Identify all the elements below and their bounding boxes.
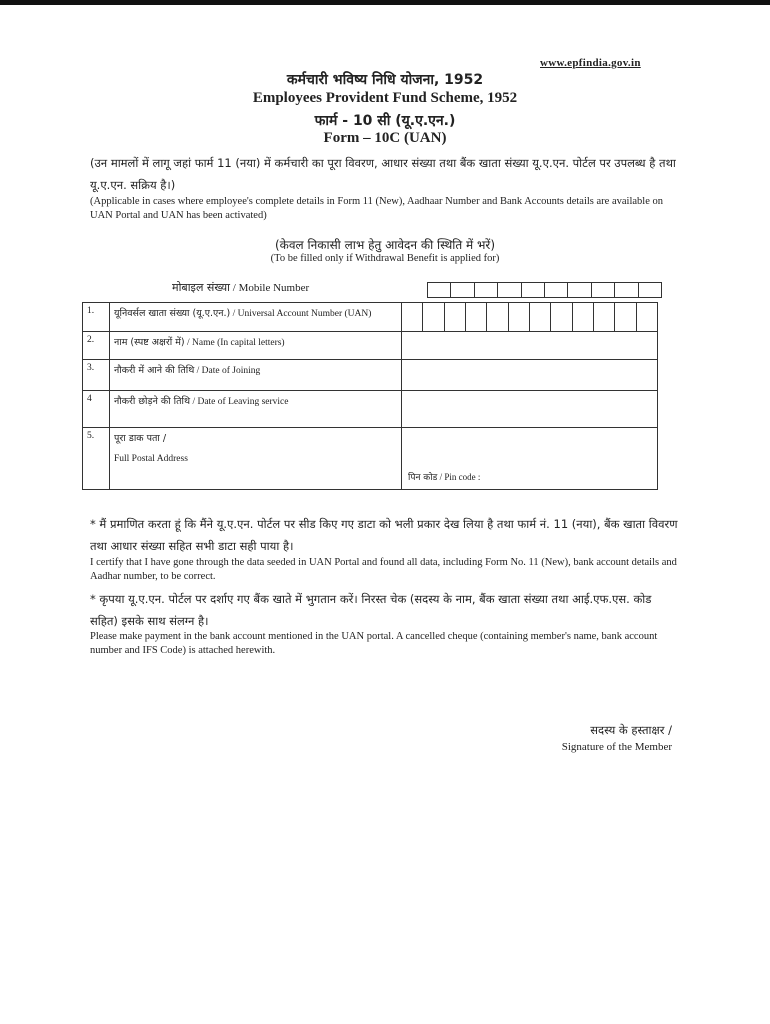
row-number: 2.: [83, 332, 110, 360]
table-row: [83, 391, 658, 428]
row-number: 5.: [83, 428, 110, 490]
table-row: [83, 360, 658, 391]
mobile-label-english: / Mobile Number: [232, 282, 310, 294]
mobile-label-hindi: मोबाइल संख्या: [172, 281, 231, 294]
label-hindi: पूरा डाक पता /: [114, 433, 167, 444]
signature-block: [560, 722, 672, 756]
table-row: [83, 332, 658, 360]
condition-hindi: (केवल निकासी लाभ हेतु आवेदन की स्थिति में भरें): [274, 238, 496, 252]
uan-input[interactable]: [402, 303, 658, 332]
row-label: [110, 303, 402, 332]
top-border: [0, 0, 770, 5]
signature-hindi: सदस्य के हस्ताक्षर /: [590, 723, 672, 737]
condition-english: (To be filled only if Withdrawal Benefit is applied for): [270, 253, 500, 264]
form-title-english: Form – 10C (UAN): [323, 130, 447, 146]
website-link[interactable]: www.epfindia.gov.in: [540, 57, 641, 69]
applicability-hindi: (उन मामलों में लागू जहां फार्म 11 (नया) में कर्मचारी का पूरा विवरण, आधार संख्या तथा बैंक खाता संख्या यू.ए.एन. पोर्टल पर उपलब्ध है तथा यू.ए.एन. सक्रिय है।): [90, 156, 676, 192]
label-english: / Universal Account Number (UAN): [232, 309, 372, 319]
row-label: [110, 360, 402, 391]
scheme-title-hindi: कर्मचारी भविष्य निधि योजना, 1952: [286, 72, 484, 88]
date-of-leaving-input[interactable]: [402, 391, 658, 428]
declaration-2-english: Please make payment in the bank account mentioned in the UAN portal. A cancelled cheque (containing member's name, bank account number and IFS Code) is attached herewith.: [90, 631, 658, 656]
table-row: [83, 428, 658, 490]
signature-english: Signature of the Member: [561, 741, 672, 753]
mobile-number-field[interactable]: [427, 282, 662, 298]
form-title-hindi: फार्म - 10 सी (यू.ए.एन.): [314, 113, 456, 129]
label-hindi: नाम (स्पष्ट अक्षरों में): [114, 337, 185, 348]
pin-english: / Pin code :: [439, 472, 481, 482]
label-english: Full Postal Address: [114, 454, 188, 464]
member-details-table: [82, 302, 658, 490]
label-hindi: नौकरी में आने की तिथि: [114, 365, 195, 376]
name-input[interactable]: [402, 332, 658, 360]
label-hindi: यूनिवर्सल खाता संख्या (यू.ए.एन.): [114, 308, 231, 319]
date-of-joining-input[interactable]: [402, 360, 658, 391]
row-number: 4: [83, 391, 110, 428]
table-row: [83, 303, 658, 332]
pin-code-label: [408, 470, 480, 483]
mobile-label: [172, 280, 309, 295]
row-label: [110, 428, 402, 490]
row-number: 1.: [83, 303, 110, 332]
row-label: [110, 332, 402, 360]
scheme-title-english: Employees Provident Fund Scheme, 1952: [252, 90, 518, 106]
applicability-english: (Applicable in cases where employee's complete details in Form 11 (New), Aadhaar Number and Bank Accounts details are available on UAN Portal and UAN has been activated): [90, 196, 663, 221]
label-english: / Date of Leaving service: [192, 397, 289, 407]
pin-hindi: पिन कोड: [408, 473, 438, 483]
row-label: [110, 391, 402, 428]
label-english: / Name (In capital letters): [187, 338, 285, 348]
row-number: 3.: [83, 360, 110, 391]
declaration-1-english: I certify that I have gone through the data seeded in UAN Portal and found all data, including Form No. 11 (New), bank account details and Aadhar number, to be correct.: [90, 557, 677, 582]
declaration-2-hindi: * कृपया यू.ए.एन. पोर्टल पर दर्शाए गए बैंक खाते में भुगतान करें। निरस्त चेक (सदस्य के नाम, बैंक खाता संख्या तथा आई.एफ.एस. कोड सहित) इसके साथ संलग्न है।: [90, 592, 652, 628]
label-english: / Date of Joining: [196, 366, 261, 376]
declaration-1-hindi: * मैं प्रमाणित करता हूं कि मैंने यू.ए.एन. पोर्टल पर सीड किए गए डाटा को भली प्रकार देख लिया है तथा फार्म नं. 11 (नया), बैंक खाता विवरण तथा आधार संख्या सहित सभी डाटा सही पाया है।: [90, 517, 678, 553]
label-hindi: नौकरी छोड़ने की तिथि: [114, 396, 191, 407]
